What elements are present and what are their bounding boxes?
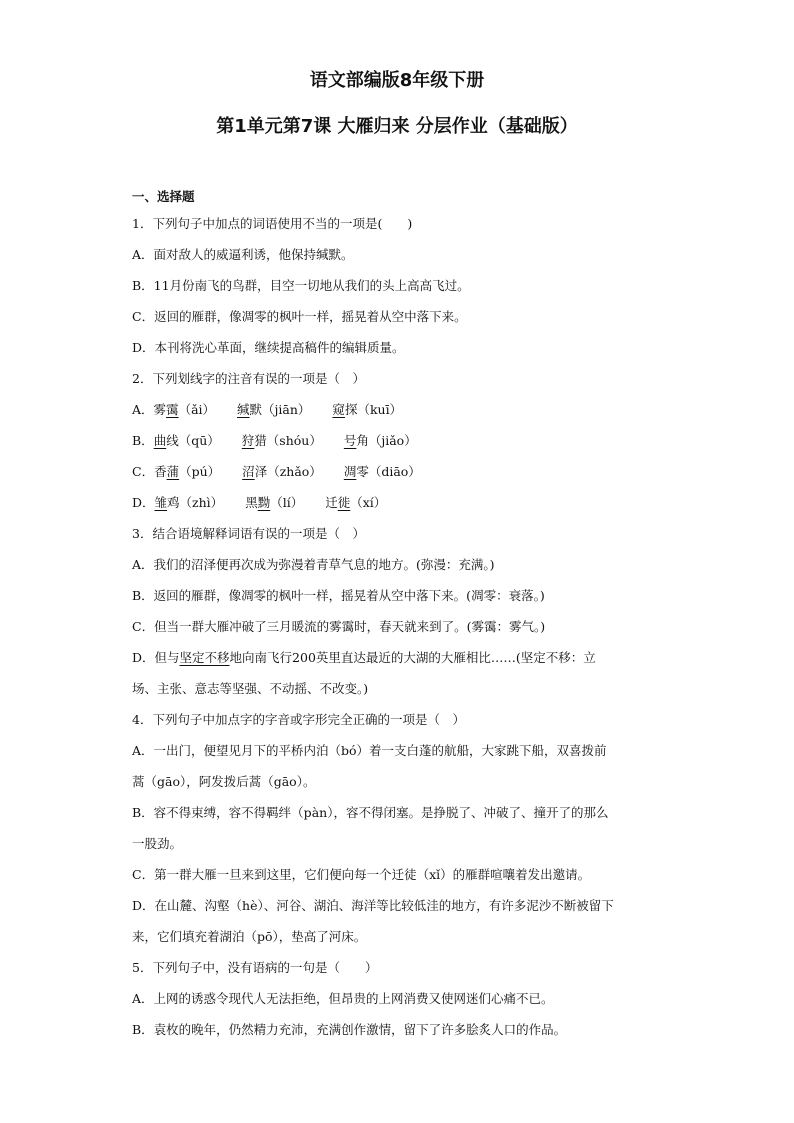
question-1-option-d: D．本刊将洗心革面，继续提高稿件的编辑质量。 bbox=[132, 340, 405, 355]
page-subtitle: 第1单元第7课 大雁归来 分层作业（基础版） bbox=[216, 116, 578, 137]
question-2-option-c: C．香蒲（pú） 沼泽（zhǎo） 凋零（diāo） bbox=[132, 464, 421, 479]
section-heading: 一、选择题 bbox=[132, 189, 195, 204]
question-4-option-a-line-1: A．一出门，便望见月下的平桥内泊（bó）着一支白蓬的航船，大家跳下船，双喜拨前 bbox=[132, 743, 607, 758]
question-3-option-c: C．但当一群大雁冲破了三月暖流的雾霭时，春天就来到了。(雾霭：雾气。) bbox=[132, 619, 546, 634]
question-4-stem: 4．下列句子中加点字的字音或字形完全正确的一项是（ ） bbox=[132, 712, 465, 727]
question-4-option-a-line-2: 蒿（gāo），阿发拨后蒿（gāo）。 bbox=[132, 774, 316, 789]
question-1-option-c: C．返回的雁群，像凋零的枫叶一样，摇晃着从空中落下来。 bbox=[132, 309, 467, 324]
question-4-option-d-line-1: D．在山麓、沟壑（hè）、河谷、湖泊、海洋等比较低洼的地方，有许多泥沙不断被留下 bbox=[132, 898, 614, 913]
question-4-option-d-line-2: 来，它们填充着湖泊（pō），垫高了河床。 bbox=[132, 929, 367, 944]
question-3-option-b: B．返回的雁群，像凋零的枫叶一样，摇晃着从空中落下来。(凋零：衰落。) bbox=[132, 588, 545, 603]
question-4-option-b-line-1: B．容不得束缚，容不得羁绊（pàn），容不得闭塞。是挣脱了、冲破了、撞开了的那么 bbox=[132, 805, 609, 820]
question-3-option-d-line-2: 场、主张、意志等坚强、不动摇、不改变。) bbox=[132, 681, 369, 696]
question-4-option-b-line-2: 一股劲。 bbox=[132, 836, 183, 851]
question-1-option-b: B．11月份南飞的鸟群，目空一切地从我们的头上高高飞过。 bbox=[132, 278, 470, 293]
question-3-option-d-line-1: D．但与坚定不移地向南飞行200英里直达最近的大湖的大雁相比……(坚定不移：立 bbox=[132, 650, 596, 665]
question-5-option-a: A．上网的诱惑令现代人无法拒绝，但昂贵的上网消费又使网迷们心痛不已。 bbox=[132, 991, 554, 1006]
question-5-option-b: B．袁枚的晚年，仍然精力充沛，充满创作激情，留下了许多脍炙人口的作品。 bbox=[132, 1022, 567, 1037]
question-3-stem: 3．结合语境解释词语有误的一项是（ ） bbox=[132, 526, 365, 541]
question-5-stem: 5．下列句子中，没有语病的一句是（ ） bbox=[132, 960, 378, 975]
question-1-stem: 1．下列句子中加点的词语使用不当的一项是( ) bbox=[132, 216, 413, 231]
question-2-option-a: A．雾霭（ǎi） 缄默（jiān） 窥探（kuī） bbox=[132, 402, 403, 417]
question-2-stem: 2．下列划线字的注音有误的一项是（ ） bbox=[132, 371, 365, 386]
page-title: 语文部编版8年级下册 bbox=[309, 70, 485, 91]
question-2-option-b: B．曲线（qū） 狩猎（shóu） 号角（jiǎo） bbox=[132, 433, 417, 448]
question-content bbox=[132, 186, 662, 1045]
question-1-option-a: A．面对敌人的威逼利诱，他保持缄默。 bbox=[132, 247, 354, 262]
question-2-option-d: D．雏鸡（zhì） 黑黝（lí） 迁徙（xí） bbox=[132, 495, 387, 510]
question-4-option-c: C．第一群大雁一旦来到这里，它们便向每一个迁徒（xǐ）的雁群喧嚷着发出邀请。 bbox=[132, 867, 591, 882]
question-3-option-a: A．我们的沼泽便再次成为弥漫着青草气息的地方。(弥漫：充满。) bbox=[132, 557, 495, 572]
